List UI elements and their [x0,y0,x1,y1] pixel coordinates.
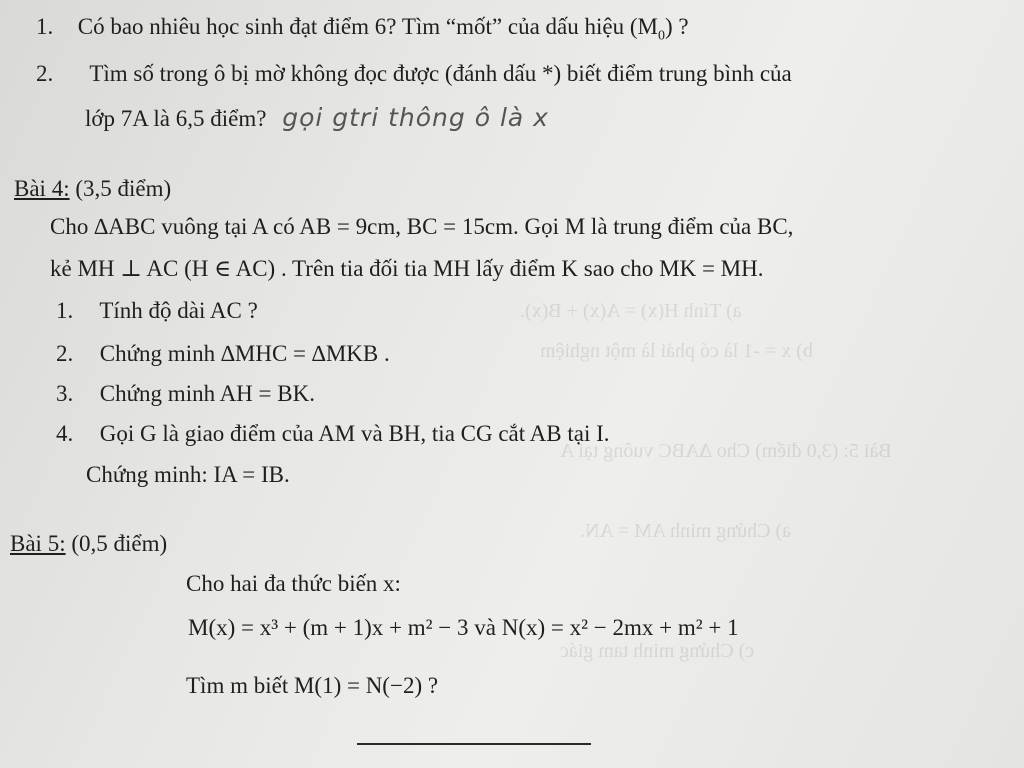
question-2 [36,60,792,88]
bai4-item-text: Tính độ dài AC ? [99,298,258,323]
bleed-through-text: c) Chứng minh tam giác [560,640,755,662]
bai4-intro-line2: kẻ MH ⊥ AC (H ∈ AC) . Trên tia đối tia MH lấy điểm K sao cho MK = MH. [50,256,764,281]
question-1-subscript: 0 [657,28,665,44]
bai5-title: Bài 5: [10,531,66,556]
bleed-through-text: a) Chứng minh AM = AN. [580,520,792,542]
bai4-item-number: 2. [56,341,74,366]
bai4-item-number: 1. [56,298,74,323]
bai4-item-1 [56,297,258,325]
question-2-line2-text: lớp 7A là 6,5 điểm? [85,106,267,131]
bai4-item-4-line2: Chứng minh: IA = IB. [86,462,290,487]
question-2-number: 2. [36,61,54,86]
bai5-question: Tìm m biết M(1) = N(−2) ? [186,673,439,698]
bai4-intro-line1: Cho ∆ABC vuông tại A có AB = 9cm, BC = 15cm. Gọi M là trung điểm của BC, [50,214,794,239]
bai4-item-text: Chứng minh AH = BK. [99,381,315,406]
bai5-points: (0,5 điểm) [71,531,168,556]
bai4-item-number: 3. [56,381,74,406]
bai4-title: Bài 4: [14,176,70,201]
bleed-through-text: Bài 5: (3,0 điểm) Cho ∆ABC vuông tại A [560,440,892,462]
question-2-line1: Tìm số trong ô bị mờ không đọc được (đánh dấu *) biết điểm trung bình của [89,61,792,86]
handwritten-note: gọi gtri thông ô là x [282,103,549,132]
bai4-item-text: Gọi G là giao điểm của AM và BH, tia CG cắt AB tại I. [99,421,610,446]
question-1 [36,13,689,51]
question-2-line2 [85,104,549,133]
bai4-item-4 [56,420,610,448]
question-1-text: Có bao nhiêu học sinh đạt điểm 6? Tìm “mốt” của dấu hiệu (M [77,14,658,39]
question-1-tail: ) ? [664,14,689,39]
question-1-number: 1. [36,14,54,39]
bai4-item-2 [56,340,390,368]
bai4-item-text: Chứng minh ∆MHC = ∆MKB . [99,341,390,366]
bai4-item-3 [56,380,315,408]
bleed-through-text: a) Tính H(x) = A(x) + B(x). [520,300,742,322]
end-rule [357,743,591,745]
bai4-item-number: 4. [56,421,74,446]
bai4-heading [14,175,171,203]
bai5-formula: M(x) = x³ + (m + 1)x + m² − 3 và N(x) = x² − 2mx + m² + 1 [188,615,739,640]
bleed-through-text: b) x = -1 là có phải là một nghiệm [540,340,813,362]
bai5-line1: Cho hai đa thức biến x: [186,571,401,596]
bai5-heading [10,530,167,558]
bai4-points: (3,5 điểm) [75,176,172,201]
